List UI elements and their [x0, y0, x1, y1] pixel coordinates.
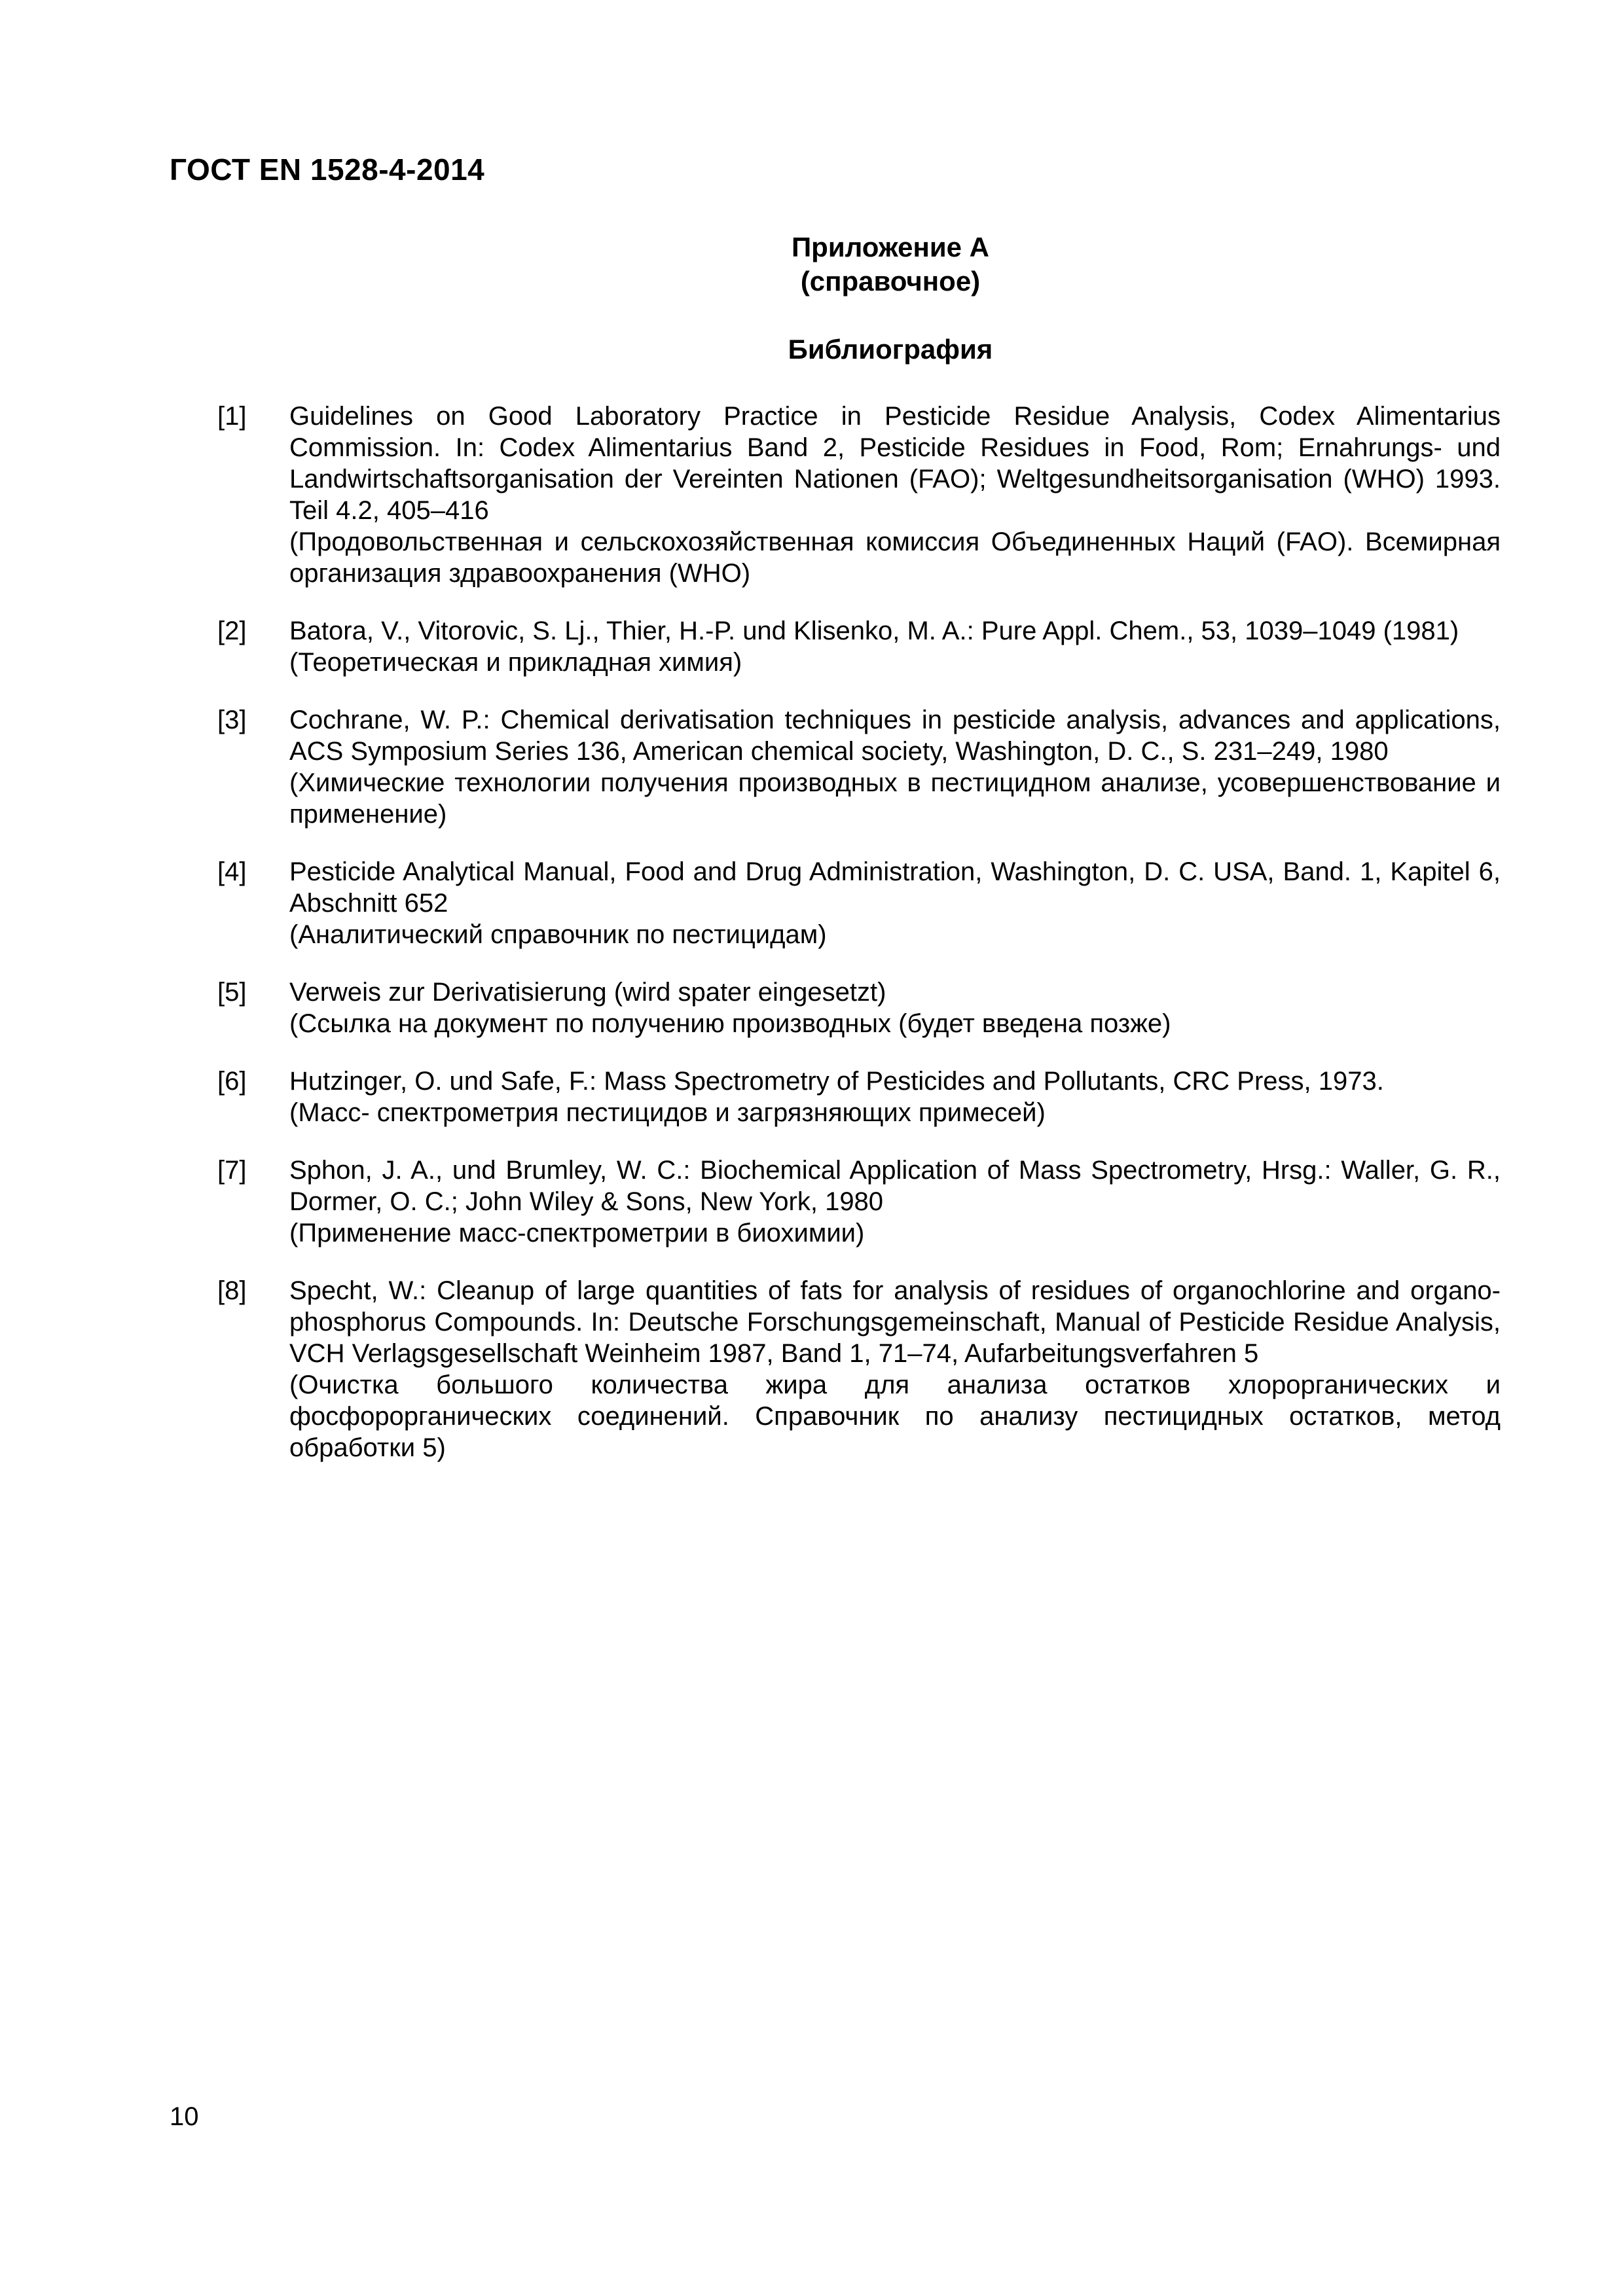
bibliography-list: [217, 401, 1501, 1490]
reference-body: [289, 704, 1501, 830]
reference-translation: (Масс- спектрометрия пестицидов и загрязняющих примесей): [289, 1098, 1046, 1127]
reference-body: [289, 977, 1501, 1039]
reference-number: [5]: [217, 978, 247, 1007]
reference-original: Verweis zur Derivatisierung (wird spater eingesetzt): [289, 978, 886, 1007]
bibliography-item: [217, 1066, 1501, 1128]
bibliography-item: [217, 704, 1501, 830]
reference-translation: (Химические технологии получения производных в пестицидном анализе, усовершенствование и применение): [289, 768, 1501, 829]
bibliography-item: [217, 856, 1501, 950]
reference-original: Pesticide Analytical Manual, Food and Drug Administration, Washington, D. C. USA, Band. 1, Kapitel 6, Abschnitt 652: [289, 857, 1501, 918]
document-code: ГОСТ EN 1528-4-2014: [170, 152, 485, 187]
reference-original: Specht, W.: Cleanup of large quantities of fats for analysis of residues of organochlorine and organo-phosphorus Compounds. In: Deutsche Forschungsgemeinschaft, Manual of Pesticide Residue Analysis, VCH Verlagsgesellschaft Weinheim 1987, Band 1, 71–74, Aufarbeitungsverfahren 5: [289, 1276, 1501, 1368]
reference-number: [6]: [217, 1067, 247, 1096]
bibliography-item: [217, 1155, 1501, 1249]
reference-number: [1]: [217, 402, 247, 431]
reference-body: [289, 401, 1501, 589]
reference-translation: (Теоретическая и прикладная химия): [289, 648, 742, 677]
reference-translation: (Применение масс-спектрометрии в биохимии): [289, 1219, 865, 1247]
reference-body: [289, 1275, 1501, 1463]
reference-body: [289, 856, 1501, 950]
bibliography-item: [217, 615, 1501, 678]
bibliography-item: [217, 977, 1501, 1039]
reference-translation: (Ссылка на документ по получению производных (будет введена позже): [289, 1009, 1171, 1038]
bibliography-item: [217, 401, 1501, 589]
reference-original: Batora, V., Vitorovic, S. Lj., Thier, H.-P. und Klisenko, M. A.: Pure Appl. Chem., 53, 1039–1049 (1981): [289, 617, 1459, 645]
bibliography-title: Библиография: [788, 334, 993, 365]
reference-number: [8]: [217, 1276, 247, 1305]
reference-original: Cochrane, W. P.: Chemical derivatisation techniques in pesticide analysis, advances and applications, ACS Symposium Series 136, American chemical society, Washington, D. C., S. 231–249, 1980: [289, 706, 1501, 766]
reference-body: [289, 615, 1501, 678]
appendix-subtitle: (справочное): [800, 266, 981, 296]
reference-original: Sphon, J. A., und Brumley, W. C.: Biochemical Application of Mass Spectrometry, Hrsg.: Waller, G. R., Dormer, O. C.; John Wiley & Sons, New York, 1980: [289, 1156, 1501, 1216]
reference-original: Guidelines on Good Laboratory Practice in Pesticide Residue Analysis, Codex Alimentarius Commission. In: Codex Alimentarius Band 2, Pesticide Residues in Food, Rom; Ernahrungs- und Landwirtschaftsorganisation der Vereinten Nationen (FAO); Weltgesundheitsorganisation (WHO) 1993. Teil 4.2, 405–416: [289, 402, 1501, 525]
reference-original: Hutzinger, O. und Safe, F.: Mass Spectrometry of Pesticides and Pollutants, CRC Press, 1973.: [289, 1067, 1384, 1096]
reference-translation: (Очистка большого количества жира для анализа остатков хлорорганических и фосфорорганических соединений. Справочник по анализу пестицидных остатков, метод обработки 5): [289, 1371, 1501, 1462]
appendix-title: Приложение А: [791, 232, 990, 262]
reference-translation: (Аналитический справочник по пестицидам): [289, 920, 827, 949]
appendix-heading: [288, 230, 1493, 298]
reference-number: [4]: [217, 857, 247, 886]
bibliography-item: [217, 1275, 1501, 1463]
page-number: 10: [170, 2102, 199, 2131]
reference-number: [7]: [217, 1156, 247, 1185]
reference-body: [289, 1155, 1501, 1249]
reference-translation: (Продовольственная и сельскохозяйственная комиссия Объединенных Наций (FAO). Всемирная организация здравоохранения (WHO): [289, 528, 1501, 588]
reference-number: [3]: [217, 706, 247, 734]
reference-body: [289, 1066, 1501, 1128]
reference-number: [2]: [217, 617, 247, 645]
